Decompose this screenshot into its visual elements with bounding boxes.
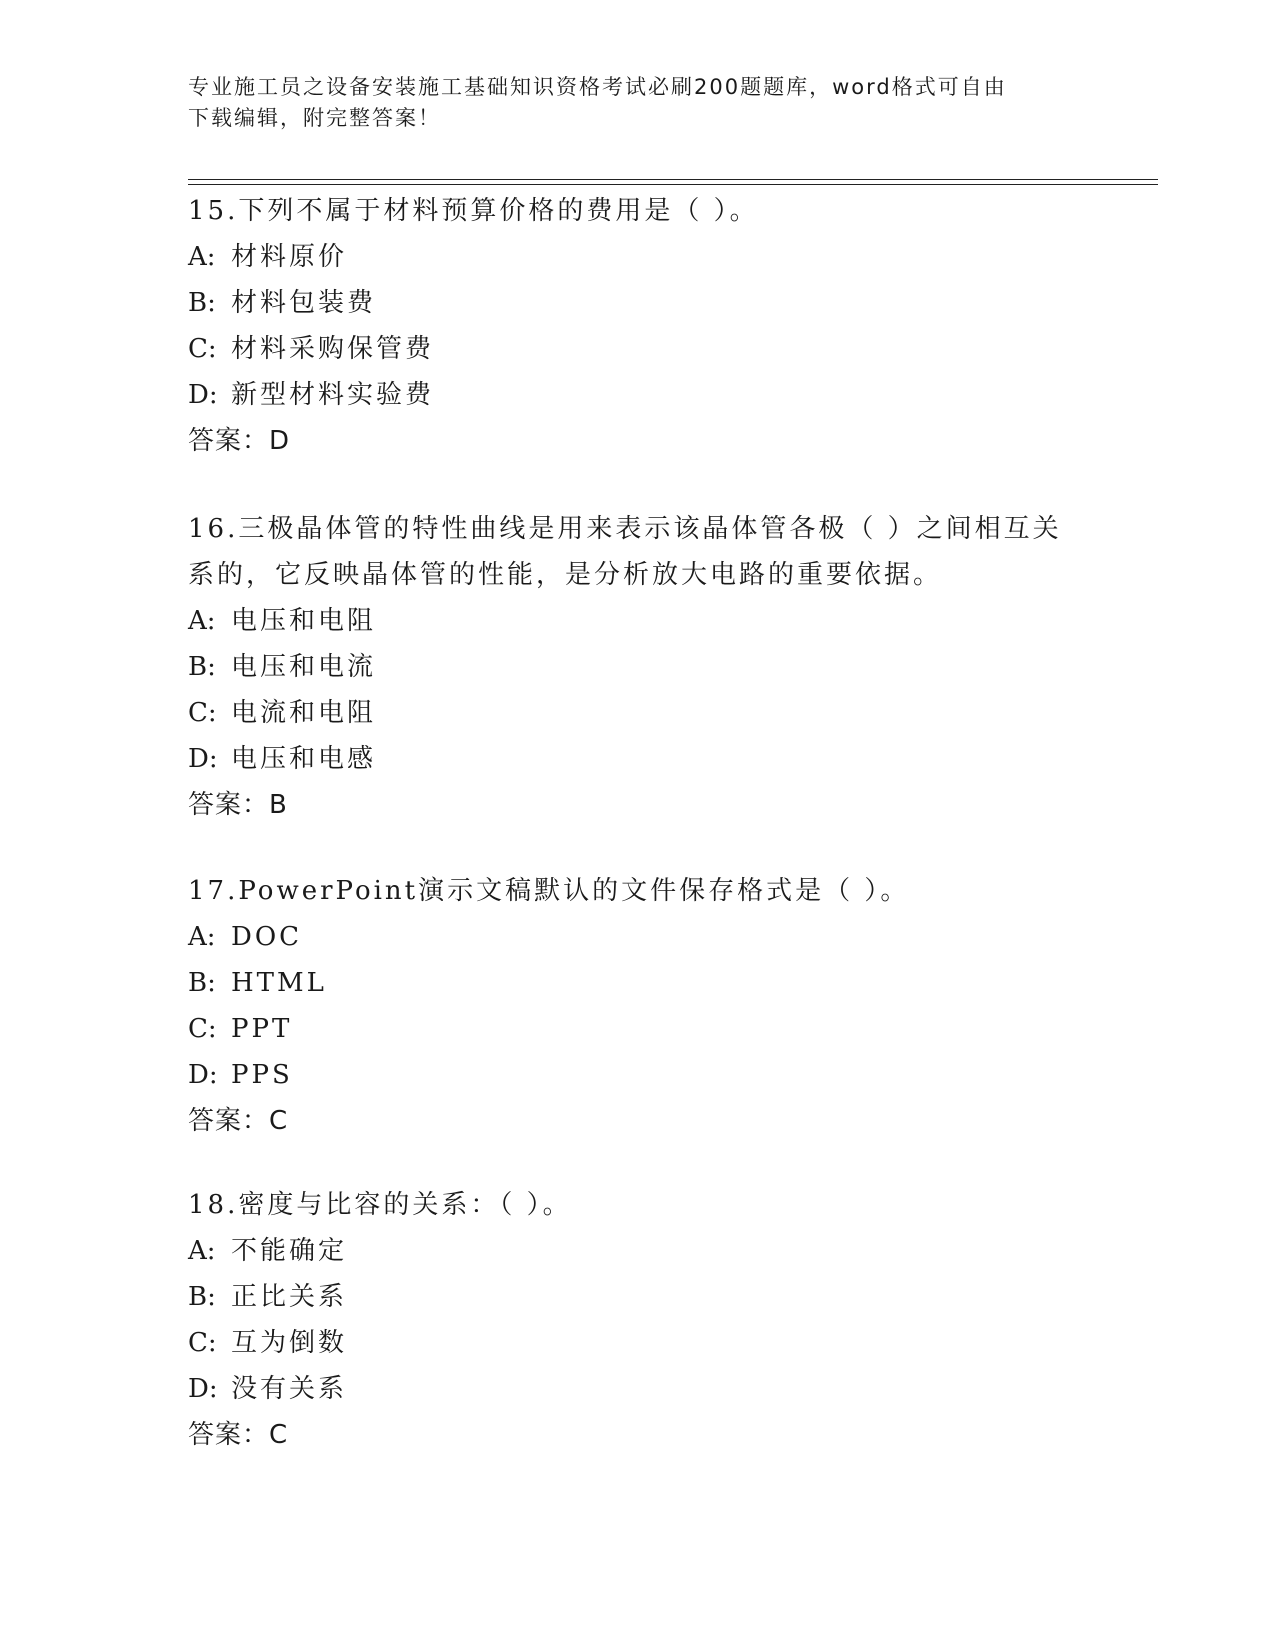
option-key: B:	[188, 288, 216, 318]
option-text: HTML	[231, 968, 327, 998]
option-b	[188, 960, 1068, 1006]
option-text: 正比关系	[231, 1282, 348, 1312]
option-key: A:	[188, 606, 216, 636]
option-d	[188, 736, 1068, 782]
header-line-1: 专业施工员之设备安装施工基础知识资格考试必刷200题题库，word格式可自由	[188, 75, 1007, 99]
option-a	[188, 914, 1068, 960]
option-text: 互为倒数	[231, 1328, 348, 1358]
option-d	[188, 1052, 1068, 1098]
option-key: C:	[188, 1014, 217, 1044]
option-a	[188, 234, 1068, 280]
option-d	[188, 372, 1068, 418]
option-key: C:	[188, 698, 217, 728]
option-b	[188, 280, 1068, 326]
option-text: 不能确定	[231, 1236, 348, 1266]
question-stem: 18.密度与比容的关系：（ ）。	[188, 1190, 572, 1220]
option-text: PPT	[231, 1014, 293, 1044]
question-stem: 15.下列不属于材料预算价格的费用是（ ）。	[188, 196, 759, 226]
option-text: 材料包装费	[231, 288, 377, 318]
answer-label: 答案：C	[188, 1106, 289, 1136]
option-d	[188, 1366, 1068, 1412]
question-stem: 16.三极晶体管的特性曲线是用来表示该晶体管各极（ ）之间相互关系的，它反映晶体管的性能，是分析放大电路的重要依据。	[188, 514, 1062, 590]
option-key: A:	[188, 242, 216, 272]
option-key: B:	[188, 1282, 216, 1312]
option-text: 没有关系	[231, 1374, 348, 1404]
option-key: B:	[188, 968, 216, 998]
option-key: A:	[188, 1236, 216, 1266]
option-key: A:	[188, 922, 216, 952]
option-text: 电流和电阻	[231, 698, 377, 728]
option-text: 电压和电感	[231, 744, 377, 774]
option-c	[188, 1006, 1068, 1052]
option-text: PPS	[231, 1060, 293, 1090]
question-16	[188, 506, 1068, 828]
option-text: 电压和电阻	[231, 606, 377, 636]
option-b	[188, 1274, 1068, 1320]
answer-label: 答案：B	[188, 790, 288, 820]
option-b	[188, 644, 1068, 690]
option-text: 材料采购保管费	[231, 334, 435, 364]
option-c	[188, 326, 1068, 372]
option-key: D:	[188, 380, 218, 410]
option-text: 电压和电流	[231, 652, 377, 682]
question-18	[188, 1182, 1068, 1458]
answer-label: 答案：C	[188, 1420, 289, 1450]
header-rule-bottom	[188, 184, 1158, 185]
option-a	[188, 1228, 1068, 1274]
option-key: D:	[188, 1060, 218, 1090]
answer-label: 答案：D	[188, 426, 291, 456]
option-a	[188, 598, 1068, 644]
option-text: DOC	[231, 922, 303, 952]
question-15	[188, 188, 1068, 464]
question-17	[188, 868, 1068, 1144]
option-key: D:	[188, 744, 218, 774]
question-stem: 17.PowerPoint演示文稿默认的文件保存格式是（ ）。	[188, 876, 910, 906]
option-key: C:	[188, 334, 217, 364]
option-c	[188, 690, 1068, 736]
option-c	[188, 1320, 1068, 1366]
option-key: D:	[188, 1374, 218, 1404]
option-text: 新型材料实验费	[231, 380, 435, 410]
header-line-2: 下载编辑，附完整答案！	[188, 106, 441, 130]
header-rule-top	[188, 179, 1158, 180]
option-text: 材料原价	[231, 242, 348, 272]
option-key: C:	[188, 1328, 217, 1358]
option-key: B:	[188, 652, 216, 682]
document-header	[188, 72, 1088, 134]
